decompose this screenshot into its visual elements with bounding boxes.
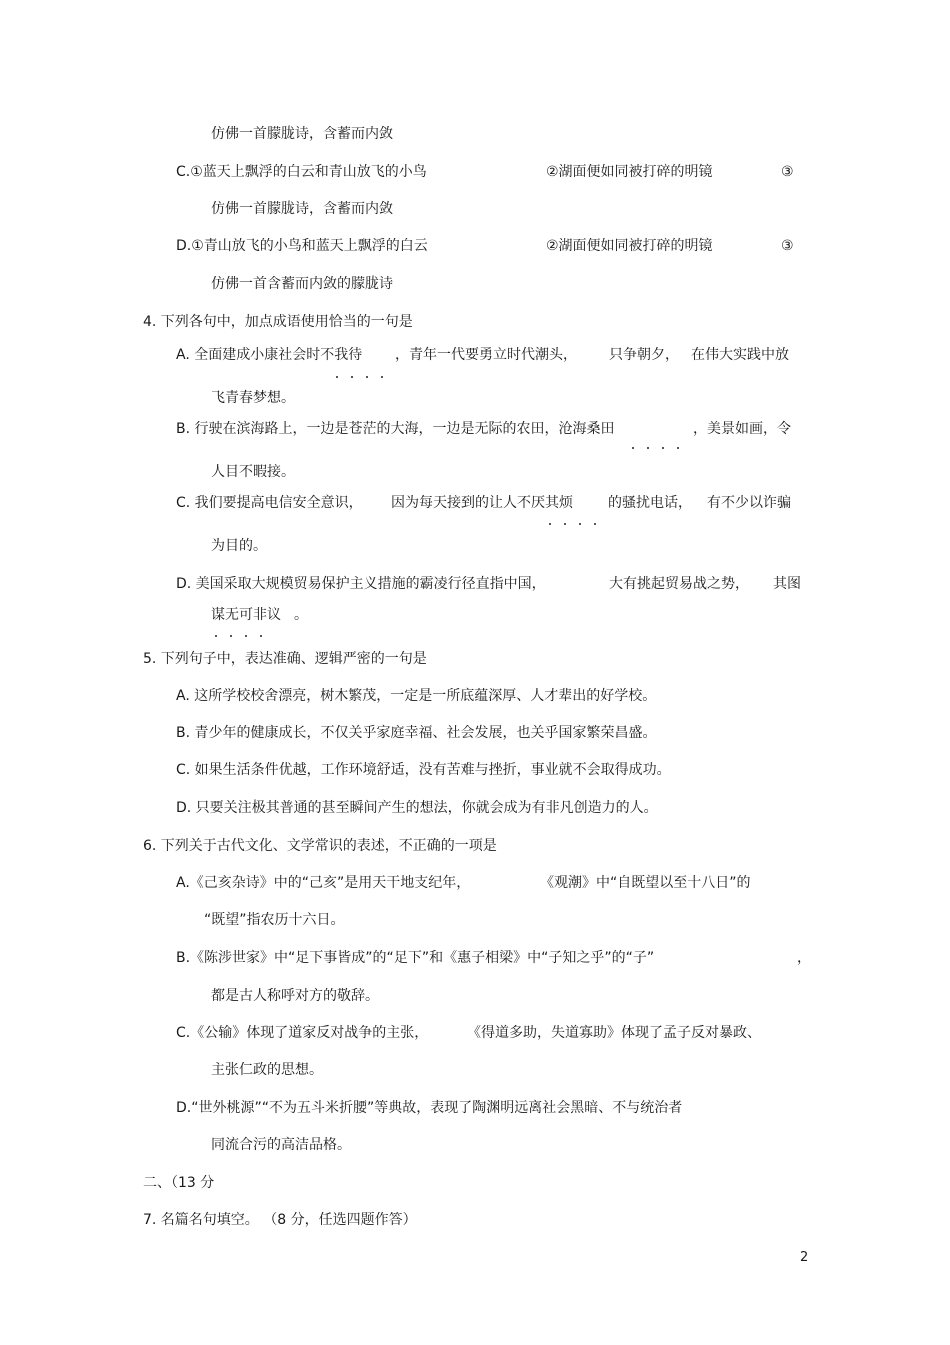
q4-option-a-part4: 在伟大实践中放 bbox=[691, 347, 789, 363]
q4-option-c-part3: 的骚扰电话， bbox=[608, 495, 692, 511]
q4-option-a-part2: ，青年一代要勇立时代潮头， bbox=[395, 347, 577, 363]
q5-option-c: C. 如果生活条件优越，工作环境舒适，没有苦难与挫折，事业就不会取得成功。 bbox=[176, 762, 671, 778]
q4-option-d-part2: 大有挑起贸易战之势， bbox=[609, 576, 749, 592]
option-c-part2: ②湖面便如同被打碎的明镜 bbox=[546, 164, 713, 180]
option-c-line2: 仿佛一首朦胧诗，含蓄而内敛 bbox=[211, 201, 393, 217]
q4-option-b: B. 行驶在滨海路上，一边是苍茫的大海，一边是无际的农田，沧海桑田 bbox=[176, 421, 615, 437]
q5-option-d: D. 只要关注极其普通的甚至瞬间产生的想法，你就会成为有非凡创造力的人。 bbox=[176, 800, 658, 816]
q6-option-d: D.“世外桃源”“不为五斗米折腰”等典故，表现了陶渊明远离社会黑暗、不与统治者 bbox=[176, 1100, 683, 1116]
q6-option-a-part2: 《观潮》中“自既望以至十八日”的 bbox=[540, 875, 751, 891]
q6-option-b-line2: 都是古人称呼对方的敬辞。 bbox=[211, 988, 379, 1004]
q6-option-c: C.《公输》体现了道家反对战争的主张， bbox=[176, 1025, 429, 1041]
q4-option-c: C. 我们要提高电信安全意识， bbox=[176, 495, 363, 511]
emphasis-dots bbox=[549, 513, 609, 519]
q6-option-d-line2: 同流合污的高洁品格。 bbox=[211, 1137, 351, 1153]
question-4: 4. 下列各句中，加点成语使用恰当的一句是 bbox=[143, 314, 413, 330]
option-d-part3: ③ bbox=[781, 238, 794, 254]
q6-option-c-part2: 《得道多助，失道寡助》体现了孟子反对暴政、 bbox=[467, 1025, 761, 1041]
q4-option-c-part4: 有不少以诈骗 bbox=[707, 495, 791, 511]
section-heading: 二、（13 分 bbox=[143, 1175, 215, 1191]
q6-option-b: B.《陈涉世家》中“足下事皆成”的“足下”和《惠子相梁》中“子知之乎”的“子” bbox=[176, 950, 655, 966]
option-c-line: C.①蓝天上飘浮的白云和青山放飞的小鸟 bbox=[176, 164, 427, 180]
q4-option-d-end: 。 bbox=[294, 607, 308, 623]
option-c-part3: ③ bbox=[781, 164, 794, 180]
q4-option-d-line2: 谋无可非议 bbox=[211, 607, 281, 623]
q4-option-b-part2: ，美景如画，令 bbox=[693, 421, 791, 437]
option-d-line2: 仿佛一首含蓄而内敛的朦胧诗 bbox=[211, 276, 393, 292]
q4-option-d-part3: 其图 bbox=[773, 576, 801, 592]
q4-option-a: A. 全面建成小康社会时不我待 bbox=[176, 347, 363, 363]
emphasis-dots bbox=[632, 437, 692, 443]
q4-option-d: D. 美国采取大规模贸易保护主义措施的霸凌行径直指中国， bbox=[176, 576, 546, 592]
q6-option-c-line2: 主张仁政的思想。 bbox=[211, 1062, 323, 1078]
q6-option-b-part2: ， bbox=[797, 950, 811, 966]
q4-option-a-line2: 飞青春梦想。 bbox=[211, 390, 295, 406]
text-line: 仿佛一首朦胧诗，含蓄而内敛 bbox=[211, 126, 393, 142]
emphasis-dots bbox=[215, 625, 275, 631]
question-7: 7. 名篇名句填空。 （8 分，任选四题作答） bbox=[143, 1212, 417, 1228]
q4-option-a-part3: 只争朝夕， bbox=[609, 347, 679, 363]
q4-option-b-line2: 人目不暇接。 bbox=[211, 464, 295, 480]
q6-option-a-line2: “既望”指农历十六日。 bbox=[204, 912, 345, 928]
option-d-line: D.①青山放飞的小鸟和蓝天上飘浮的白云 bbox=[176, 238, 428, 254]
q6-option-a: A.《己亥杂诗》中的“己亥”是用天干地支纪年， bbox=[176, 875, 471, 891]
q5-option-b: B. 青少年的健康成长，不仅关乎家庭幸福、社会发展，也关乎国家繁荣昌盛。 bbox=[176, 725, 657, 741]
q4-option-c-line2: 为目的。 bbox=[211, 538, 267, 554]
question-6: 6. 下列关于古代文化、文学常识的表述，不正确的一项是 bbox=[143, 838, 497, 854]
page-number: 2 bbox=[800, 1250, 809, 1265]
q5-option-a: A. 这所学校校舍漂亮，树木繁茂，一定是一所底蕴深厚、人才辈出的好学校。 bbox=[176, 688, 657, 704]
option-d-part2: ②湖面便如同被打碎的明镜 bbox=[546, 238, 713, 254]
question-5: 5. 下列句子中，表达准确、逻辑严密的一句是 bbox=[143, 651, 427, 667]
emphasis-dots bbox=[336, 366, 396, 372]
q4-option-c-part2: 因为每天接到的让人不厌其烦 bbox=[391, 495, 573, 511]
